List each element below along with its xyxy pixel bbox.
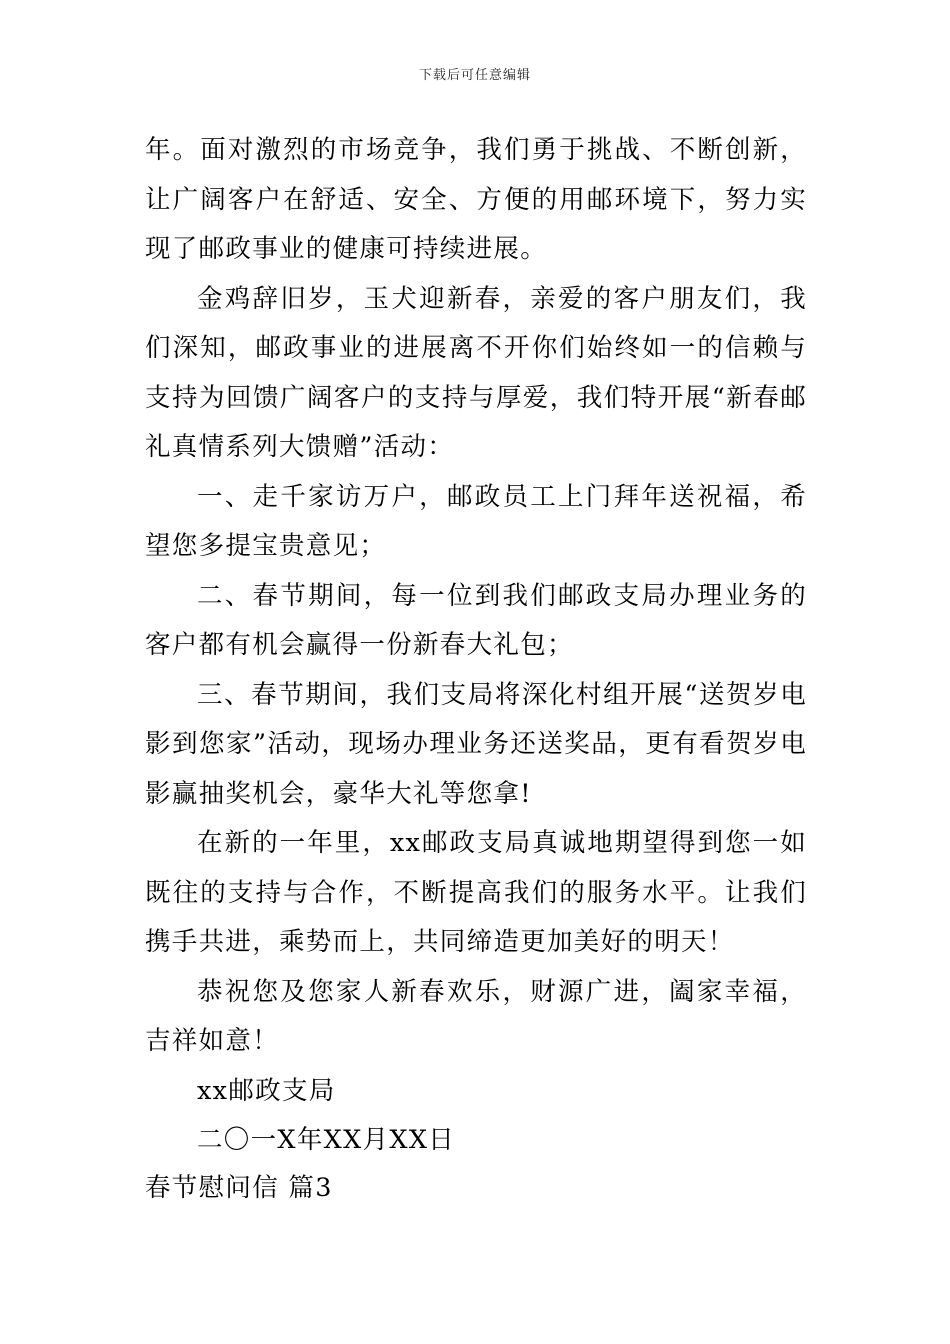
signature-org: xx邮政支局 [197,1075,336,1106]
paragraph-item-1: 一、走千家访万户，邮政员工上门拜年送祝福，希望您多提宝贵意见； [145,481,807,561]
paragraph-item-2: 二、春节期间，每一位到我们邮政支局办理业务的客户都有机会赢得一份新春大礼包； [145,580,807,660]
paragraph-continuation: 年。面对激烈的市场竞争，我们勇于挑战、不断创新，让广阔客户在舒适、安全、方便的用邮环境下，努力实现了邮政事业的健康可持续进展。 [145,135,807,264]
letter-body [145,126,807,1210]
header-note: 下载后可任意编辑 [418,68,531,83]
paragraph-greeting: 金鸡辞旧岁，玉犬迎新春，亲爱的客户朋友们，我们深知，邮政事业的进展离不开你们始终如一的信赖与支持为回馈广阔客户的支持与厚爱，我们特开展“新春邮礼真情系列大馈赠”活动： [145,283,807,462]
next-section-title: 春节慰问信 篇3 [145,1172,333,1203]
signature-date: 二〇一X年XX月XX日 [197,1125,456,1155]
paragraph-wishes: 恭祝您及您家人新春欢乐，财源广进，阖家幸福，吉祥如意！ [145,976,807,1056]
paragraph-new-year: 在新的一年里，xx邮政支局真诚地期望得到您一如既往的支持与合作，不断提高我们的服务水平。让我们携手共进，乘势而上，共同缔造更加美好的明天！ [145,828,807,957]
paragraph-item-3: 三、春节期间，我们支局将深化村组开展“送贺岁电影到您家”活动，现场办理业务还送奖品，更有看贺岁电影赢抽奖机会，豪华大礼等您拿! [145,679,807,809]
